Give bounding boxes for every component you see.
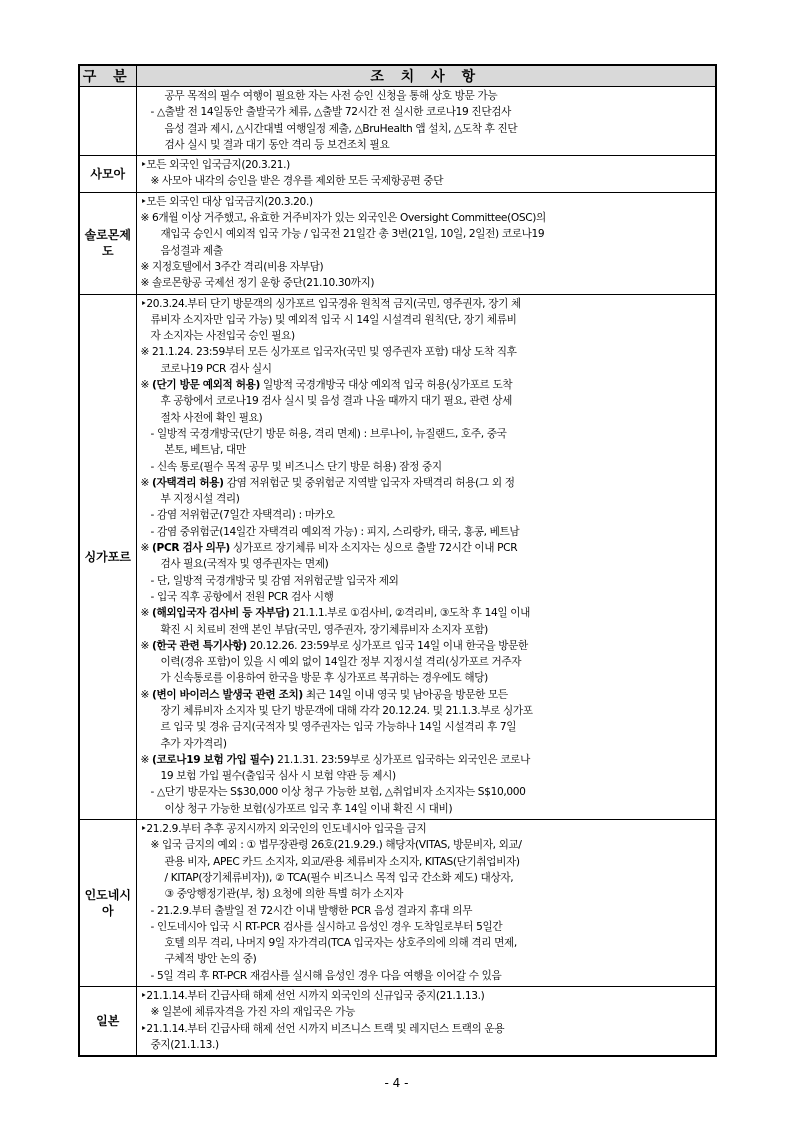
measure-text: 호텔 의무 격리, 나머지 9일 자가격리(TCA 입국자는 상호주의에 의해 격리 면제, — [164, 937, 517, 950]
table-row — [79, 192, 716, 294]
measure-text: 감염 저위험군 및 중위험군 지역발 입국자 자택격리 허용(그 외 정 — [223, 476, 515, 489]
measure-line — [141, 226, 712, 242]
measure-text: 이상 청구 가능한 보험(싱가포르 입국 후 14일 이내 확진 시 대비) — [164, 802, 453, 815]
measure-text: 관용 비자, APEC 카드 소지자, 외교/관용 체류비자 소지자, KITAS(단기취업비자) — [164, 855, 520, 868]
measure-text: ‣21.1.14.부터 긴급사태 해제 선언 시까지 외국인의 신규입국 중지(21.1.13.) — [140, 990, 485, 1003]
country-cell-japan: 일본 — [79, 987, 136, 1057]
measure-heading: (PCR 검사 의무) — [152, 542, 230, 555]
measure-text: ※ 일본에 체류자격을 가진 자의 재입국은 가능 — [150, 1006, 356, 1019]
measure-line — [141, 768, 712, 784]
measure-line — [141, 361, 712, 377]
measure-line — [141, 275, 712, 291]
measure-text: ③ 중앙행정기관(부, 청) 요청에 의한 특별 허가 소지자 — [164, 888, 404, 901]
measure-text: 최근 14일 이내 영국 및 남아공을 방문한 모든 — [302, 688, 508, 701]
measure-text: / KITAP(장기체류비자)), ② TCA(필수 비즈니스 목적 입국 간소화 제도) 대상자, — [164, 871, 514, 884]
measure-text: ※ 솔로몬항공 국제선 정기 운항 중단(21.10.30까지) — [140, 277, 375, 290]
measure-text: 일방적 국경개방국 대상 예외적 입국 허용(싱가포르 도착 — [260, 379, 513, 392]
measure-line — [141, 654, 712, 670]
country-cell-solomon-islands: 솔로몬제도 — [79, 192, 136, 294]
measure-line — [141, 903, 712, 919]
measure-text: 이력(경유 포함)이 있을 시 예외 없이 14일간 정부 지정시설 격리(싱가포르 거주자 — [160, 656, 522, 669]
measure-text: ※ 사모아 내각의 승인을 받은 경우를 제외한 모든 국제항공편 중단 — [150, 175, 444, 188]
measure-text: ※ — [140, 639, 153, 652]
measure-heading: (해외입국자 검사비 등 자부담) — [152, 607, 290, 620]
measure-line — [141, 507, 712, 523]
country-cell-singapore: 싱가포르 — [79, 294, 136, 820]
measure-line — [141, 88, 712, 104]
measure-text: - △출발 전 14일동안 출발국가 체류, △출발 72시간 전 실시한 코로나19 진단검사 — [150, 106, 511, 119]
measure-heading: (자택격리 허용) — [152, 476, 224, 489]
measures-cell — [136, 820, 716, 987]
measure-text: ※ 입국 금지의 예외 : ① 법무장관령 26호(21.9.29.) 해당자(VITAS, 방문비자, 외교/ — [150, 839, 522, 852]
measure-line — [141, 736, 712, 752]
measures-cell — [136, 192, 716, 294]
measure-line — [141, 670, 712, 686]
measure-heading: (코로나19 보험 가입 필수) — [152, 753, 275, 766]
measure-line — [141, 491, 712, 507]
measure-line — [141, 173, 712, 189]
measure-line — [141, 393, 712, 409]
measure-line — [141, 426, 712, 442]
measure-line — [141, 344, 712, 360]
measure-line — [141, 886, 712, 902]
measure-text: ※ 6개월 이상 거주했고, 유효한 거주비자가 있는 외국인은 Oversight Committee(OSC)의 — [140, 212, 546, 225]
measure-text: 장기 체류비자 소지자 및 단기 방문객에 대해 각각 20.12.24. 및 21.1.3.부로 싱가포 — [160, 704, 533, 717]
table-row — [79, 820, 716, 987]
measure-line — [141, 687, 712, 703]
measure-line — [141, 459, 712, 475]
measure-line — [141, 377, 712, 393]
measure-text: ‣모든 외국인 대상 입국금지(20.3.20.) — [140, 195, 313, 208]
measure-line — [141, 919, 712, 935]
measure-line — [141, 104, 712, 120]
measure-text: ‣20.3.24.부터 단기 방문객의 싱가포르 입국경유 원칙적 금지(국민, 영주권자, 장기 체 — [140, 297, 521, 310]
measure-line — [141, 157, 712, 173]
measure-text: - 입국 직후 공항에서 전원 PCR 검사 시행 — [150, 590, 334, 603]
table-row — [79, 156, 716, 193]
measure-text: - △단기 방문자는 S$30,000 이상 청구 가능한 보험, △취업비자 소지자는 S$10,000 — [150, 786, 526, 799]
measure-text: ※ — [140, 688, 153, 701]
measure-text: 코로나19 PCR 검사 실시 — [160, 362, 272, 375]
table-row — [79, 87, 716, 156]
header-category: 구 분 — [79, 65, 136, 87]
measure-text: - 신속 통로(필수 목적 공무 및 비즈니스 단기 방문 허용) 잠정 중지 — [150, 460, 442, 473]
measure-line — [141, 801, 712, 817]
measure-line — [141, 821, 712, 837]
measure-text: 자 소지자는 사전입국 승인 필요) — [150, 330, 295, 343]
table-row — [79, 987, 716, 1057]
measure-line — [141, 719, 712, 735]
measure-line — [141, 854, 712, 870]
table-row — [79, 294, 716, 820]
measures-cell — [136, 987, 716, 1057]
measure-line — [141, 622, 712, 638]
measure-text: 20.12.26. 23:59부로 싱가포르 입국 14일 이내 한국을 방문한 — [246, 639, 528, 652]
measure-line — [141, 988, 712, 1004]
measure-line — [141, 540, 712, 556]
measure-line — [141, 475, 712, 491]
measure-line — [141, 1004, 712, 1020]
measure-line — [141, 752, 712, 768]
measure-heading: (한국 관련 특기사항) — [152, 639, 247, 652]
measure-line — [141, 837, 712, 853]
measure-line — [141, 968, 712, 984]
measure-text: 재입국 승인시 예외적 입국 가능 / 입국전 21일간 총 3번(21일, 10일, 2일전) 코로나19 — [160, 228, 545, 241]
measure-text: ※ — [140, 542, 153, 555]
country-cell-continued — [79, 87, 136, 156]
measure-line — [141, 870, 712, 886]
measure-line — [141, 1021, 712, 1037]
measures-cell — [136, 156, 716, 193]
country-cell-samoa: 사모아 — [79, 156, 136, 193]
measure-line — [141, 1037, 712, 1053]
table-header-row — [79, 65, 716, 87]
measure-line — [141, 784, 712, 800]
measure-text: 후 공항에서 코로나19 검사 실시 및 음성 결과 나올 때까지 대기 필요, 관련 상세 — [160, 395, 513, 408]
measure-text: ‣모든 외국인 입국금지(20.3.21.) — [140, 159, 290, 172]
measure-text: - 단, 일방적 국경개방국 및 감염 저위험군발 입국자 제외 — [150, 574, 399, 587]
measure-line — [141, 259, 712, 275]
measure-line — [141, 210, 712, 226]
measure-line — [141, 573, 712, 589]
measure-text: - 21.2.9.부터 출발일 전 72시간 이내 발행한 PCR 음성 결과지 휴대 의무 — [150, 904, 473, 917]
measure-text: 21.1.31. 23:59부로 싱가포르 입국하는 외국인은 코로나 — [274, 753, 530, 766]
measure-line — [141, 703, 712, 719]
measures-cell — [136, 87, 716, 156]
measure-text: 21.1.1.부로 ①검사비, ②격리비, ③도착 후 14일 이내 — [289, 607, 531, 620]
measure-text: 절차 사전에 확인 필요) — [160, 411, 263, 424]
measure-text: ※ 지정호텔에서 3주간 격리(비용 자부담) — [140, 260, 324, 273]
measure-text: 가 신속통로를 이용하여 한국을 방문 후 싱가포르 복귀하는 경우에도 해당) — [160, 672, 488, 685]
measure-text: - 감염 중위험군(14일간 자택격리 예외적 가능) : 피지, 스리랑카, 태국, 홍콩, 베트남 — [150, 525, 520, 538]
measure-line — [141, 121, 712, 137]
measure-text: 음성결과 제출 — [160, 244, 223, 257]
measure-line — [141, 410, 712, 426]
measure-line — [141, 556, 712, 572]
measure-text: ※ — [140, 379, 153, 392]
measure-text: 추가 자가격리) — [160, 737, 227, 750]
measure-heading: (변이 바이러스 발생국 관련 조치) — [152, 688, 303, 701]
measure-text: ※ — [140, 607, 153, 620]
measure-line — [141, 243, 712, 259]
measure-text: ※ — [140, 476, 153, 489]
measure-text: 중지(21.1.13.) — [150, 1038, 219, 1051]
measure-text: - 감염 저위험군(7일간 자택격리) : 마카오 — [150, 509, 335, 522]
measure-line — [141, 137, 712, 153]
measure-line — [141, 951, 712, 967]
measure-line — [141, 589, 712, 605]
measure-text: 19 보험 가입 필수(출입국 심사 시 보험 약관 등 제시) — [160, 770, 396, 783]
measure-line — [141, 935, 712, 951]
measures-table — [78, 64, 717, 1057]
measure-text: 본토, 베트남, 대만 — [164, 444, 246, 457]
measure-line — [141, 442, 712, 458]
measure-text: - 인도네시아 입국 시 RT-PCR 검사를 실시하고 음성인 경우 도착일로부터 5일간 — [150, 920, 503, 933]
country-cell-indonesia: 인도네시아 — [79, 820, 136, 987]
measure-heading: (단기 방문 예외적 허용) — [152, 379, 260, 392]
page-number: - 4 - — [384, 1076, 409, 1090]
measure-line — [141, 328, 712, 344]
measure-text: - 5일 격리 후 RT-PCR 재검사를 실시해 음성인 경우 다음 여행을 이어갈 수 있음 — [150, 969, 502, 982]
measure-text: 확진 시 치료비 전액 본인 부담(국민, 영주권자, 장기체류비자 소지자 포함) — [160, 623, 488, 636]
measure-text: 르 입국 및 경유 금지(국적자 및 영주권자는 입국 가능하나 14일 시설격리 후 7일 — [160, 721, 517, 734]
measure-line — [141, 312, 712, 328]
measure-text: 검사 필요(국적자 및 영주권자는 면제) — [160, 558, 329, 571]
measure-text: 음성 결과 제시, △시간대별 여행일정 제출, △BruHealth 앱 설치, △도착 후 진단 — [164, 122, 518, 135]
measure-text: ※ 21.1.24. 23:59부터 모든 싱가포르 입국자(국민 및 영주권자 포함) 대상 도착 직후 — [140, 346, 517, 359]
measure-line — [141, 524, 712, 540]
measures-cell — [136, 294, 716, 820]
measure-text: 부 지정시설 격리) — [160, 493, 240, 506]
measure-text: 싱가포르 장기체류 비자 소지자는 싱으로 출발 72시간 이내 PCR — [229, 542, 518, 555]
measure-text: ※ — [140, 753, 153, 766]
measure-line — [141, 194, 712, 210]
measure-line — [141, 638, 712, 654]
measure-text: ‣21.1.14.부터 긴급사태 해제 선언 시까지 비즈니스 트랙 및 레지던스 트랙의 운용 — [140, 1022, 505, 1035]
measure-text: 류비자 소지자만 입국 가능) 및 예외적 입국 시 14일 시설격리 원칙(단, 장기 체류비 — [150, 313, 517, 326]
measure-text: 구체적 방안 논의 중) — [164, 953, 257, 966]
measure-text: 공무 목적의 필수 여행이 필요한 자는 사전 승인 신청을 통해 상호 방문 가능 — [164, 90, 498, 102]
measure-text: ‣21.2.9.부터 추후 공지시까지 외국인의 인도네시아 입국을 금지 — [140, 823, 427, 836]
measure-text: 검사 실시 및 결과 대기 동안 격리 등 보건조치 필요 — [164, 138, 390, 151]
measure-line — [141, 296, 712, 312]
header-measures: 조 치 사 항 — [136, 65, 716, 87]
measure-text: - 일방적 국경개방국(단기 방문 허용, 격리 면제) : 브루나이, 뉴질랜드, 호주, 중국 — [150, 427, 507, 440]
measure-line — [141, 605, 712, 621]
